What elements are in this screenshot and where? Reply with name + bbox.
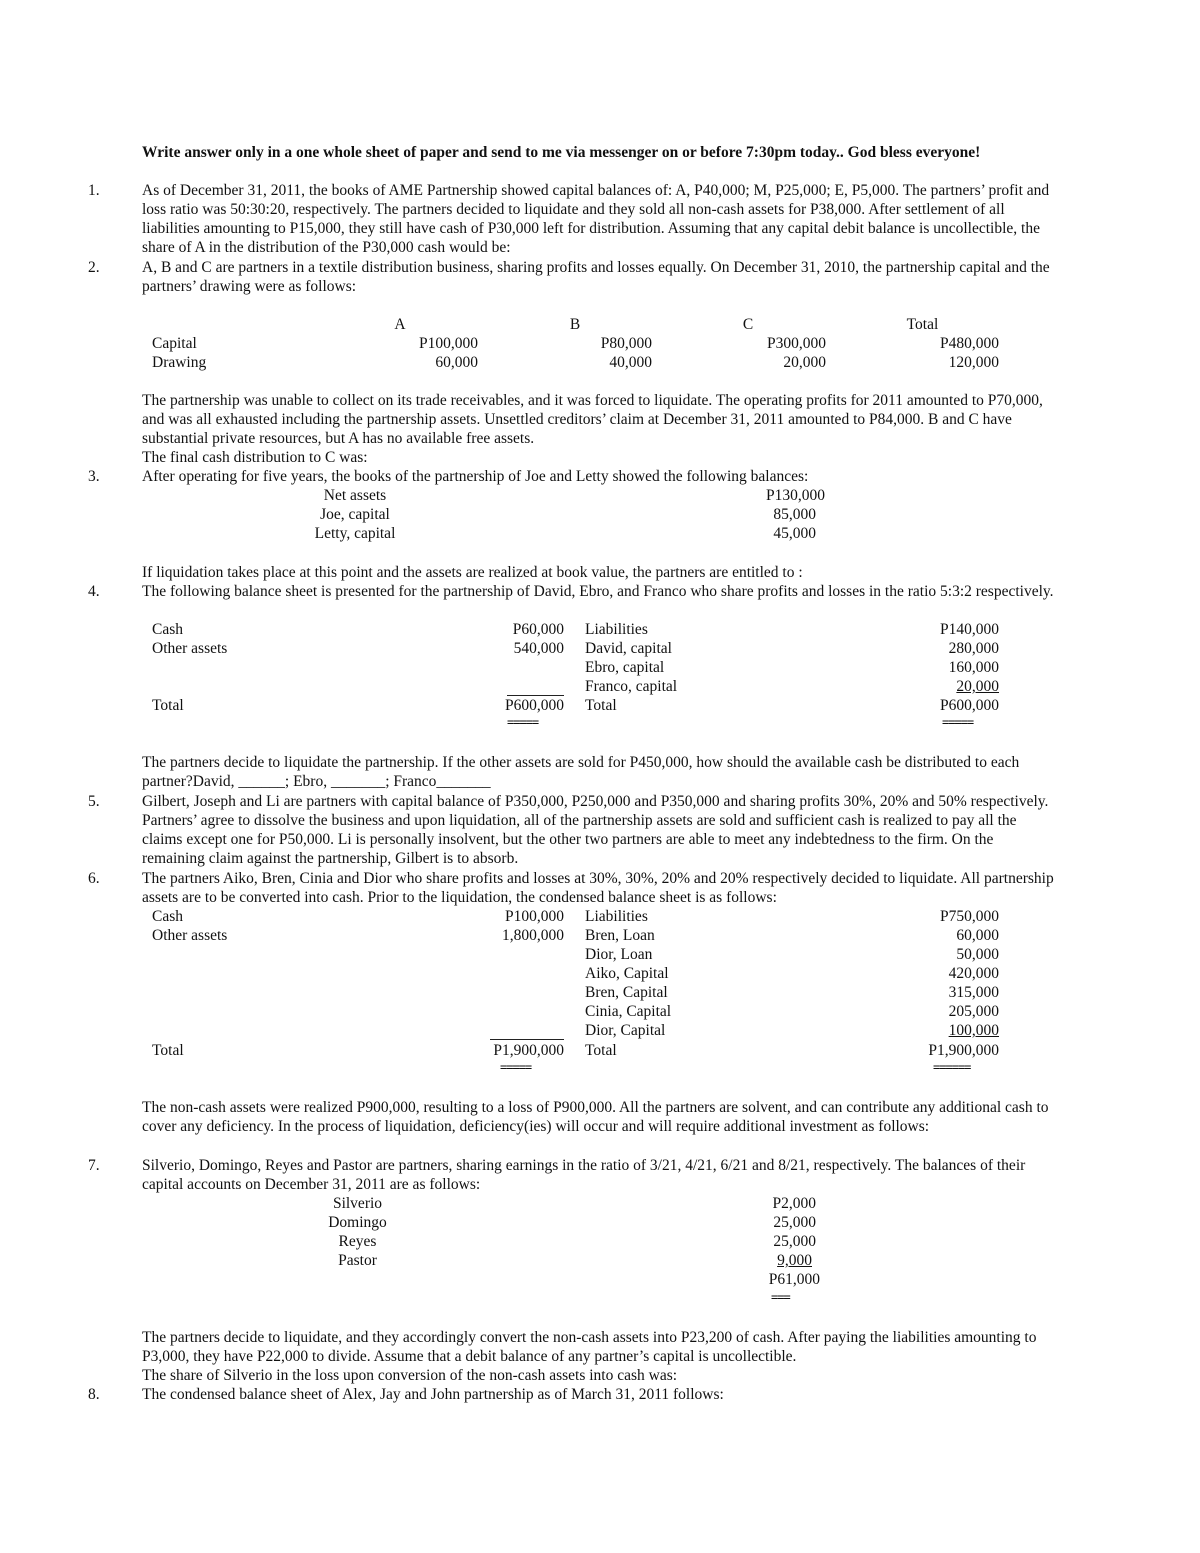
double-rule: ===== [507, 715, 539, 729]
liability-label: Liabilities [585, 621, 648, 638]
liability-value: 420,000 [948, 965, 999, 982]
liability-label: Bren, Loan [585, 927, 655, 944]
row-label: Drawing [152, 354, 207, 371]
question-paragraph: The non-cash assets were realized P900,000, resulting to a loss of P900,000. All the partners are solvent, and can contribute any additional cash to cover any deficiency. In the process of liquidation, deficiency(ies) will occur and will require additional investment as follows: [142, 1099, 1049, 1135]
row-label: Capital [152, 335, 197, 352]
row-label: Domingo [328, 1214, 387, 1231]
asset-value: P60,000 [512, 621, 564, 638]
cell-value: P480,000 [940, 335, 999, 352]
cell-value: 20,000 [783, 354, 826, 371]
cell-value: 40,000 [609, 354, 652, 371]
asset-label: Cash [152, 621, 183, 638]
question-number: 6. [88, 870, 100, 887]
total-label: Total [152, 1042, 184, 1059]
question-number: 1. [88, 182, 100, 199]
question-number: 2. [88, 259, 100, 276]
liability-value: P140,000 [940, 621, 999, 638]
instructions-header: Write answer only in a one whole sheet of paper and send to me via messenger on or before 7:30pm today.. God bless everyone! [142, 144, 981, 161]
liability-value: 50,000 [956, 946, 999, 963]
row-label: Reyes [338, 1233, 377, 1250]
question-text: A, B and C are partners in a textile distribution business, sharing profits and losses equally. On December 31, 2010, the partnership capital and the partners’ drawing were as follows: [142, 259, 1050, 295]
question-number: 4. [88, 583, 100, 600]
double-rule: ====== [933, 1060, 971, 1074]
question-number: 7. [88, 1157, 100, 1174]
asset-label: Cash [152, 908, 183, 925]
question-text: The partners Aiko, Bren, Cinia and Dior who share profits and losses at 30%, 30%, 20% and 20% respectively decided to liquidate. All partnership assets are to be converted into cash. Prior to the liquidation, the condensed balance sheet is as follows: [142, 870, 1054, 906]
cell-value: P100,000 [419, 335, 478, 352]
row-label: Joe, capital [320, 506, 390, 523]
question-prompt: If liquidation takes place at this point and the assets are realized at book value, the partners are entitled to : [142, 564, 803, 581]
question-number: 8. [88, 1386, 100, 1403]
asset-label: Other assets [152, 640, 228, 657]
column-header: C [742, 316, 754, 333]
liability-value: P750,000 [940, 908, 999, 925]
question-paragraph: The partnership was unable to collect on its trade receivables, and it was forced to liquidate. The operating profits for 2011 amounted to P70,000, and was all exhausted including the partnership assets. Unsettled creditors’ claim at December 31, 2011 amounted to P84,000. B and C have substantial private resources, but A has no available free assets. [142, 392, 1043, 447]
liability-value: 100,000 [948, 1022, 999, 1039]
cell-value: P300,000 [767, 335, 826, 352]
cell-value: 45,000 [773, 525, 816, 542]
question-text: As of December 31, 2011, the books of AME Partnership showed capital balances of: A, P40,000; M, P25,000; E, P5,000. The partners’ profit and loss ratio was 50:30:20, respectively. The partners decided to liquidate and they sold all non-cash assets for P38,000. After settlement of all liabilities amounting to P15,000, they still have cash of P30,000 left for distribution. Assuming that any capital debit balance is uncollectible, the share of A in the distribution of the P30,000 cash would be: [142, 182, 1050, 256]
total-label: Total [585, 1042, 617, 1059]
row-label: Pastor [338, 1252, 377, 1269]
double-rule: === [771, 1290, 790, 1304]
liability-label: Cinia, Capital [585, 1003, 672, 1020]
question-number: 3. [88, 468, 100, 485]
liability-label: Bren, Capital [585, 984, 668, 1001]
question-number: 5. [88, 793, 100, 810]
question-text: Gilbert, Joseph and Li are partners with capital balance of P350,000, P250,000 and P350,000 and sharing profits 30%, 20% and 50% respectively. Partners’ agree to dissolve the business and upon liquidation, all of the partnership assets are sold and sufficient cash is realized to pay all the claims except one for P50,000. Li is personally insolvent, but the other two partners are able to meet any indebtedness to the firm. On the remaining claim against the partnership, Gilbert is to absorb. [142, 793, 1049, 867]
asset-label: Other assets [152, 927, 228, 944]
row-label: Silverio [332, 1195, 383, 1212]
liability-label: Franco, capital [585, 678, 678, 695]
total-label: Total [152, 697, 184, 714]
liability-label: Aiko, Capital [585, 965, 669, 982]
question-text: After operating for five years, the books of the partnership of Joe and Letty showed the following balances: [142, 468, 809, 485]
liability-label: Dior, Capital [585, 1022, 666, 1039]
cell-value: 60,000 [435, 354, 478, 371]
row-label: Letty, capital [314, 525, 396, 542]
liability-label: Liabilities [585, 908, 648, 925]
cell-value: 25,000 [773, 1233, 816, 1250]
question-prompt: The share of Silverio in the loss upon conversion of the non-cash assets into cash was: [142, 1367, 678, 1384]
column-header: A [394, 316, 406, 333]
total-label: Total [585, 697, 617, 714]
liability-value: 280,000 [948, 640, 999, 657]
liability-value: 315,000 [948, 984, 999, 1001]
question-prompt: The final cash distribution to C was: [142, 449, 368, 466]
cell-value: 85,000 [773, 506, 816, 523]
cell-value: P2,000 [772, 1195, 816, 1212]
total-value: P61,000 [768, 1271, 820, 1288]
liability-value: 20,000 [956, 678, 999, 695]
liability-label: Dior, Loan [585, 946, 653, 963]
cell-value: 9,000 [777, 1252, 812, 1269]
double-rule: ===== [942, 715, 974, 729]
total-value: P600,000 [505, 697, 564, 714]
total-value: P600,000 [940, 697, 999, 714]
cell-value: 120,000 [948, 354, 999, 371]
row-label: Net assets [323, 487, 387, 504]
column-header: Total [906, 316, 939, 333]
column-header: B [569, 316, 581, 333]
cell-value: P130,000 [766, 487, 825, 504]
cell-value: 25,000 [773, 1214, 816, 1231]
cell-value: P80,000 [600, 335, 652, 352]
double-rule: ===== [500, 1060, 532, 1074]
liability-value: 205,000 [948, 1003, 999, 1020]
total-value: P1,900,000 [493, 1042, 564, 1059]
asset-value: P100,000 [505, 908, 564, 925]
asset-value: 1,800,000 [502, 927, 564, 944]
question-text: The following balance sheet is presented for the partnership of David, Ebro, and Franco who share profits and losses in the ratio 5:3:2 respectively. [142, 583, 1054, 600]
liability-label: Ebro, capital [585, 659, 665, 676]
total-value: P1,900,000 [928, 1042, 999, 1059]
question-text: Silverio, Domingo, Reyes and Pastor are partners, sharing earnings in the ratio of 3/21, 4/21, 6/21 and 8/21, respectively. The balances of their capital accounts on December 31, 2011 are as follows: [142, 1157, 1026, 1193]
question-text: The condensed balance sheet of Alex, Jay and John partnership as of March 31, 2011 follows: [142, 1386, 724, 1403]
liability-label: David, capital [585, 640, 672, 657]
liability-value: 60,000 [956, 927, 999, 944]
question-paragraph: The partners decide to liquidate, and they accordingly convert the non-cash assets into P23,200 of cash. After paying the liabilities amounting to P3,000, they have P22,000 to divide. Assume that a debit balance of any partner’s capital is uncollectible. [142, 1329, 1037, 1365]
asset-value: 540,000 [513, 640, 564, 657]
question-prompt: The partners decide to liquidate the partnership. If the other assets are sold for P450,000, how should the available cash be distributed to each partner?David, ______; Ebro, _______; Franco_______ [142, 754, 1020, 790]
subtotal-rule [490, 1039, 564, 1040]
liability-value: 160,000 [948, 659, 999, 676]
